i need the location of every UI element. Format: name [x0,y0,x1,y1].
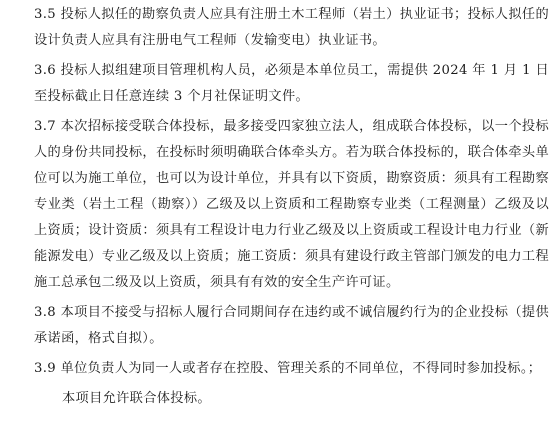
clause-3-8: 3.8 本项目不接受与招标人履行合同期间存在违约或不诚信履约行为的企业投标（提供承诺函，格式自拟）。 [34,305,549,346]
clause-3-6: 3.6 投标人拟组建项目管理机构人员，必须是本单位员工，需提供 2024 年 1 月 1 日至投标截止日任意连续 3 个月社保证明文件。 [34,63,549,104]
clause-3-5: 3.5 投标人拟任的勘察负责人应具有注册土木工程师（岩土）执业证书；投标人拟任的设计负责人应具有注册电气工程师（发输变电）执业证书。 [34,7,549,48]
clause-3-9: 3.9 单位负责人为同一人或者存在控股、管理关系的不同单位，不得同时参加投标。； [34,361,542,376]
clause-3-7: 3.7 本次招标接受联合体投标，最多接受四家独立法人，组成联合体投标，以一个投标人的身份共同投标，在投标时须明确联合体牵头方。若为联合体投标的，联合体牵头单位可以为施工单位，也可以为设计单位，并具有以下资质，勘察资质：须具有工程勘察专业类（岩土工程（勘察））乙级及以上资质和工程勘察专业类（工程测量）乙级及以上资质；设计资质：须具有工程设计电力行业乙级及以上资质或工程设计电力行业（新能源发电）专业乙级及以上资质；施工资质：须具有建设行政主管部门颁发的电力工程施工总承包二级及以上资质，须具有有效的安全生产许可证。 [34,119,549,290]
consortium-note: 本项目允许联合体投标。 [62,391,211,406]
